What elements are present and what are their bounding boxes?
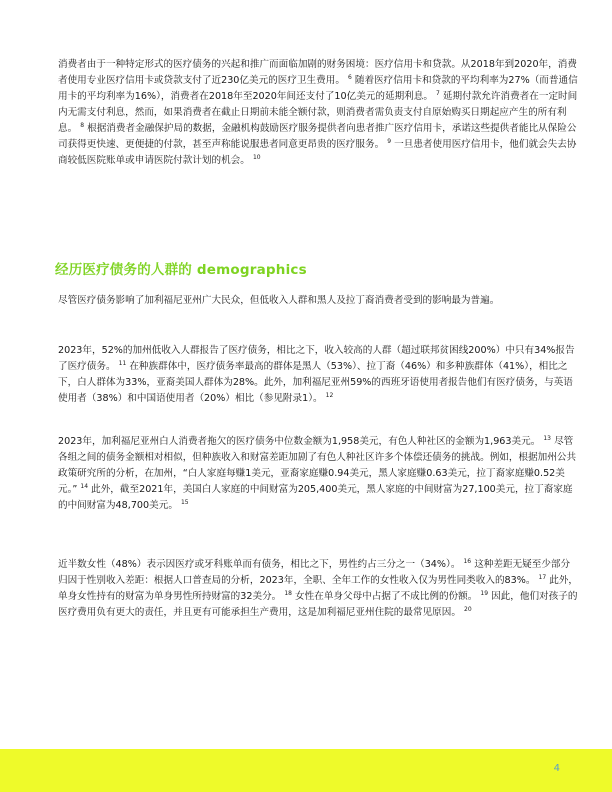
body-paragraph-income-race: 2023年，52%的加州低收入人群报告了医疗债务，相比之下，收入较高的人群（超过联邦贫困线200%）中只有34%报告了医疗债务。 $^{11}$ 在种族群体中，医疗债务率最高的群体是黑人（53%）、拉丁裔（46%）和多种族群体（41%），相比之下，白人群体为33%，亚裔美国人群体为28%。此外，加利福尼亚州59%的西班牙语使用者报告他们有医疗债务，与英语使用者（38%）和中国语使用者（20%）相比（参见附录1）。 $^{12}$ [58,345,575,404]
footnote-ref[interactable]: 19 [480,589,489,597]
footnote-ref[interactable]: 12 [325,391,334,399]
section-heading: 经历医疗债务的人群的 demographics [55,262,307,278]
footnote-ref[interactable]: 18 [284,589,292,597]
footnote-ref[interactable]: 20 [464,605,472,613]
footnote-ref[interactable]: 8 [80,121,85,129]
body-paragraph-medical-credit-cards: 消费者由于一种特定形式的医疗债务的兴起和推广而面临加剧的财务困境：医疗信用卡和贷款。从2018年到2020年，消费者使用专业医疗信用卡或贷款支付了近230亿美元的医疗卫生费用。 $^6$ 随着医疗信用卡和贷款的平均利率为27%（而普通信用卡的平均利率为16%），消费者在2018年至2020年间还支付了10亿美元的延期利息。 $^7$ 延期付款允许消费者在一定时间内无需支付利息，然而，如果消费者在截止日期前未能全额付款，则消费者需负责支付自原始购买日期起应产生的所有利息。 $^8$ 根据消费者金融保护局的数据，金融机构鼓励医疗服务提供者向患者推广医疗信用卡，承诺这些提供者能比从保险公司获得更快速、更便捷的付款，甚至声称能说服患者同意更昂贵的医疗服务。 $^9$ 一旦患者使用医疗信用卡，他们就会失去协商较低医院账单或申请医院付款计划的机会。 $^{10}$ [58,59,578,166]
footnote-ref[interactable]: 17 [538,573,547,581]
footnote-ref[interactable]: 15 [180,498,189,506]
footnote-ref[interactable]: 9 [387,137,392,145]
body-paragraph-gender: 近半数女性（48%）表示因医疗或牙科账单而有债务，相比之下，男性约占三分之一（34%）。 $^{16}$ 这种差距无疑至少部分归因于性别收入差距：根据人口普查局的分析，2023年，全职、全年工作的女性收入仅为男性同类收入的83%。 $^{17}$ 此外，单身女性持有的财富为单身男性所持财富的32美分。 $^{18}$ 女性在单身父母中占据了不成比例的份额。 $^{19}$ 因此，他们对孩子的医疗费用负有更大的责任，并且更有可能承担生产费用，这是加利福尼亚州住院的最常见原因。 $^{20}$ [58,557,579,618]
body-paragraph-debt-amounts: 2023年，加利福尼亚州白人消费者拖欠的医疗债务中位数金额为1,958美元，有色人种社区的金额为1,963美元。 $^{13}$ 尽管各组之间的债务金额相对相似，但种族收入和财富差距加剧了有色人种社区许多个体偿还债务的挑战。例如，根据加州公共政策研究所的分析，在加州，“白人家庭每赚1美元，亚裔家庭赚0.94美元，黑人家庭赚0.63美元，拉丁裔家庭赚0.52美元。” $^{14}$ 此外，截至2021年，美国白人家庭的中间财富为205,400美元，黑人家庭的中间财富为27,100美元，拉丁裔家庭的中间财富为48,700美元。 $^{15}$ [58,434,577,511]
footer-band [0,749,612,792]
page-number: 4 [553,763,560,774]
footnote-ref[interactable]: 6 [348,73,352,81]
footnote-ref[interactable]: 10 [252,153,261,161]
footnote-ref[interactable]: 14 [80,482,89,490]
footnote-ref[interactable]: 11 [118,359,127,367]
footnote-ref[interactable]: 16 [463,557,472,565]
footnote-ref[interactable]: 13 [543,434,551,442]
footnote-ref[interactable]: 7 [436,89,440,97]
body-paragraph-intro: 尽管医疗债务影响了加利福尼亚州广大民众，但低收入人群和黑人及拉丁裔消费者受到的影响最为普遍。 [58,295,500,306]
